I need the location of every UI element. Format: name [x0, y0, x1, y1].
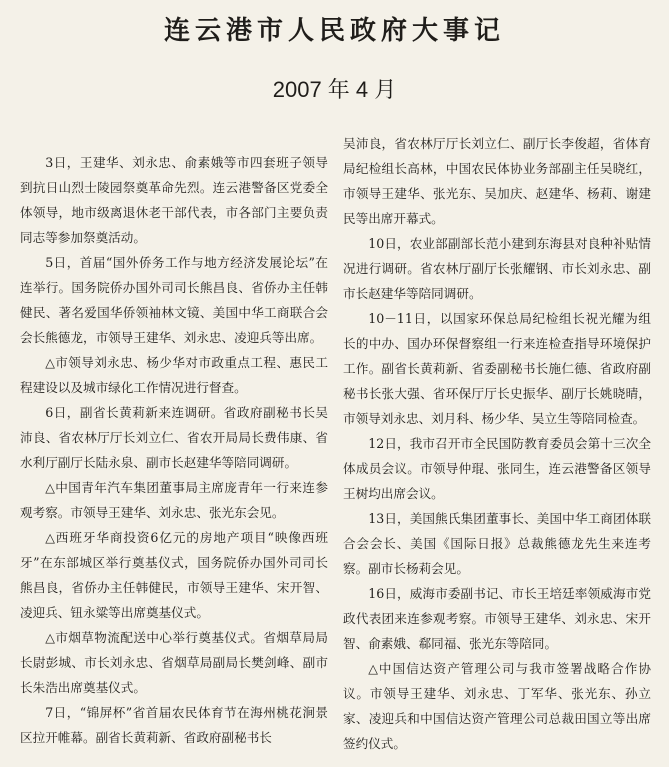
paragraph: 10－11日，以国家环保总局纪检组长祝光耀为组长的中办、国办环保督察组一行来连检查指导环境保护工作。副省长黄莉新、省委副秘书长施仁德、省政府副秘书长张大强、省环保厅厅长史振华、副厅长姚晓晴，市领导刘永忠、刘月科、杨少华、吴立生等陪同检查。 [343, 311, 651, 426]
page-subtitle: 2007 年 4 月 [272, 77, 397, 102]
paragraph: △市领导刘永忠、杨少华对市政重点工程、惠民工程建设以及城市绿化工作情况进行督查。 [20, 355, 328, 395]
paragraph-continued: 吴沛良，省农林厅厅长刘立仁、副厅长李俊超，省体育局纪检组长高林，中国农民体协业务部副主任吴晓红，市领导王建华、张光东、吴加庆、赵建华、杨莉、谢建民等出席开幕式。 [343, 136, 651, 226]
paragraph: 3日，王建华、刘永忠、俞素娥等市四套班子领导到抗日山烈士陵园祭奠革命先烈。连云港警备区党委全体领导，地市级离退休老干部代表，市各部门主要负责同志等参加祭奠活动。 [20, 155, 328, 245]
paragraph: 13日，美国熊氏集团董事长、美国中华工商团体联合会会长、美国《国际日报》总裁熊德龙先生来连考察。副市长杨莉会见。 [343, 511, 651, 576]
paragraph: 5日，首届“国外侨务工作与地方经济发展论坛”在连举行。国务院侨办国外司司长熊昌良、省侨办主任韩健民、著名爱国华侨领袖林文镜、美国中华工商联合会会长熊德龙，市领导王建华、刘永忠、凌迎兵等出席。 [20, 255, 328, 345]
paragraph: △中国青年汽车集团董事局主席庞青年一行来连参观考察。市领导王建华、刘永忠、张光东会见。 [20, 480, 328, 520]
paragraph: 6日，副省长黄莉新来连调研。省政府副秘书长吴沛良、省农林厅厅长刘立仁、省农开局局长费伟康、省水利厅副厅长陆永泉、副市长赵建华等陪同调研。 [20, 405, 328, 470]
paragraph: △市烟草物流配送中心举行奠基仪式。省烟草局局长尉彭城、市长刘永忠、省烟草局副局长樊剑峰、副市长朱浩出席奠基仪式。 [20, 630, 328, 695]
paragraph: 12日，我市召开市全民国防教育委员会第十三次全体成员会议。市领导仲琨、张同生，连云港警备区领导王树均出席会议。 [343, 436, 651, 501]
paragraph: △西班牙华商投资6亿元的房地产项目“映像西班牙”在东部城区举行奠基仪式，国务院侨办国外司司长熊昌良，省侨办主任韩健民，市领导王建华、宋开智、凌迎兵、钮永粱等出席奠基仪式。 [20, 530, 328, 620]
page-title: 连云港市人民政府大事记 [163, 16, 505, 46]
left-column [20, 150, 328, 767]
paragraph: 10日，农业部副部长范小建到东海县对良种补贴情况进行调研。省农林厅副厅长张耀钢、市长刘永忠、副市长赵建华等陪同调研。 [343, 236, 651, 301]
paragraph: 16日，威海市委副书记、市长王培廷率领威海市党政代表团来连参观考察。市领导王建华、刘永忠、宋开智、俞素娥、郗同福、张光东等陪同。 [343, 586, 651, 651]
right-column [343, 131, 651, 767]
paragraph: 7日，“锦屏杯”省首届农民体育节在海州桃花涧景区拉开帷幕。副省长黄莉新、省政府副秘书长 [20, 705, 328, 745]
paragraph: △中国信达资产管理公司与我市签署战略合作协议。市领导王建华、刘永忠、丁军华、张光东、孙立家、凌迎兵和中国信达资产管理公司总裁田国立等出席签约仪式。 [343, 661, 651, 751]
